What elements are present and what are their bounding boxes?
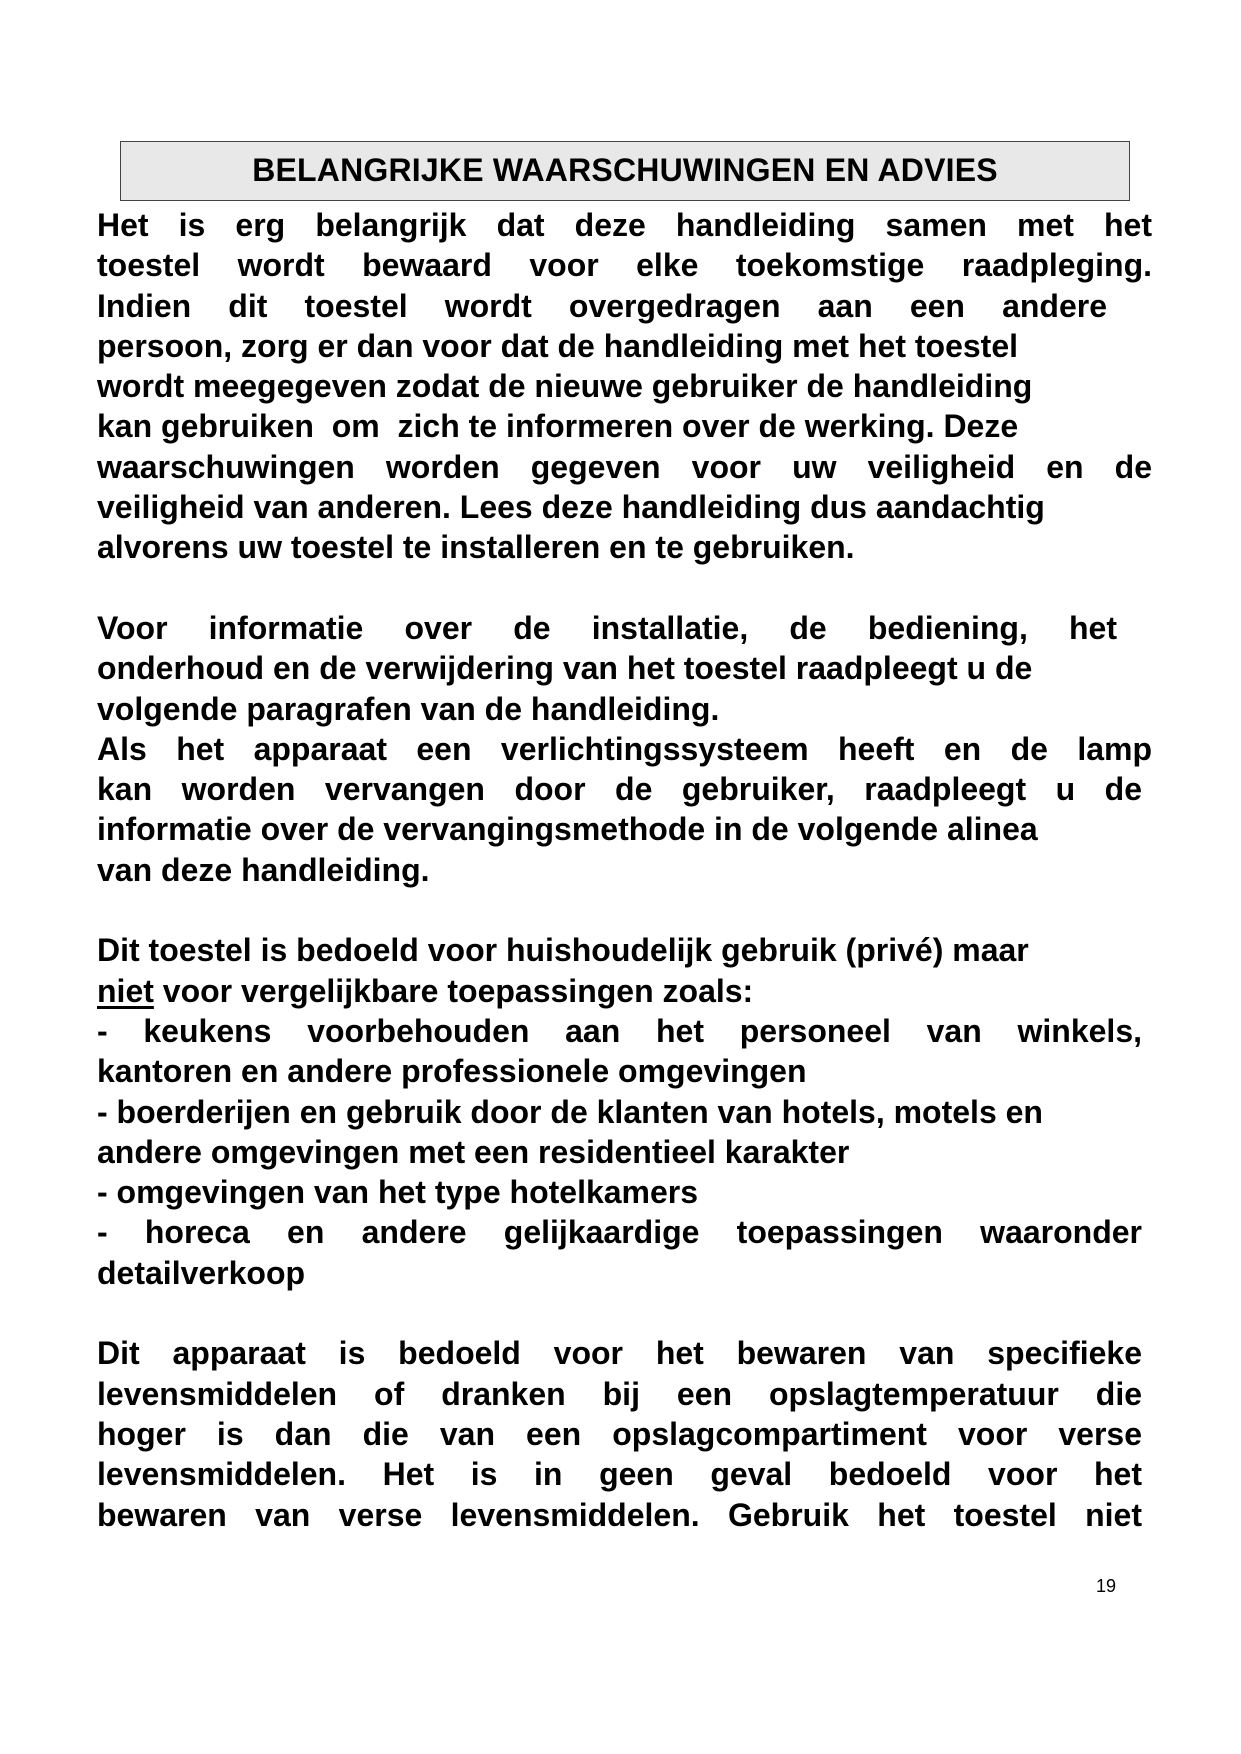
list-item: - keukens voorbehouden aan het personeel van winkels,: [97, 1012, 1142, 1049]
list-item: - boerderijen en gebruik door de klanten van hotels, motels en: [97, 1093, 1043, 1130]
text-line: levensmiddelen. Het is in geen geval bedoeld voor het: [97, 1456, 1142, 1493]
text-line: kan gebruiken om zich te informeren over de werking. Deze: [97, 408, 1019, 445]
text-line: onderhoud en de verwijdering van het toestel raadpleegt u de: [97, 650, 1033, 687]
text-line: veiligheid van anderen. Lees deze handleiding dus aandachtig: [97, 489, 1045, 526]
text-line: Voor informatie over de installatie, de bediening, het: [97, 609, 1117, 646]
text-line: andere omgevingen met een residentieel karakter: [97, 1133, 850, 1170]
text-line: Het is erg belangrijk dat deze handleiding samen met het: [97, 207, 1152, 243]
text-line: Dit toestel is bedoeld voor huishoudelijk gebruik (privé) maar: [97, 932, 1029, 969]
text-line: toestel wordt bewaard voor elke toekomstige raadpleging.: [97, 247, 1152, 284]
list-item: - horeca en andere gelijkaardige toepassingen waaronder: [97, 1214, 1142, 1251]
underlined-word: niet: [97, 972, 154, 1009]
paragraph-gap: [97, 568, 1152, 608]
text-line: detailverkoop: [97, 1254, 306, 1291]
text-line: Dit apparaat is bedoeld voor het bewaren van specifieke: [97, 1335, 1142, 1372]
text-line: hoger is dan die van een opslagcompartiment voor verse: [97, 1415, 1142, 1452]
text-line: levensmiddelen of dranken bij een opslagtemperatuur die: [97, 1375, 1142, 1412]
text-line: bewaren van verse levensmiddelen. Gebruik het toestel niet: [97, 1496, 1142, 1533]
text-line: kan worden vervangen door de gebruiker, raadpleegt u de: [97, 771, 1142, 808]
text-line: [97, 971, 1152, 1011]
document-body: [97, 205, 1152, 1535]
text-line: Als het apparaat een verlichtingssysteem heeft en de lamp: [97, 730, 1152, 767]
text-line: wordt meegegeven zodat de nieuwe gebruiker de handleiding: [97, 368, 1033, 405]
page-number: 19: [1095, 1576, 1116, 1596]
text-line: van deze handleiding.: [97, 851, 430, 888]
warning-title-box: [120, 141, 1130, 201]
paragraph-gap: [97, 890, 1152, 930]
text-line: kantoren en andere professionele omgevingen: [97, 1053, 807, 1090]
text-line: waarschuwingen worden gegeven voor uw veiligheid en de: [97, 448, 1152, 485]
text-line: informatie over de vervangingsmethode in de volgende alinea: [97, 811, 1038, 848]
text-line: Indien dit toestel wordt overgedragen aan een andere: [97, 287, 1107, 324]
text-line: alvorens uw toestel te installeren en te gebruiken.: [97, 529, 855, 566]
text-fragment: voor vergelijkbare toepassingen zoals:: [153, 972, 754, 1009]
paragraph-gap: [97, 1293, 1152, 1333]
text-line: persoon, zorg er dan voor dat de handleiding met het toestel: [97, 327, 1018, 364]
page-title: BELANGRIJKE WAARSCHUWINGEN EN ADVIES: [252, 151, 998, 188]
list-item: - omgevingen van het type hotelkamers: [97, 1174, 699, 1211]
text-line: volgende paragrafen van de handleiding.: [97, 690, 720, 727]
